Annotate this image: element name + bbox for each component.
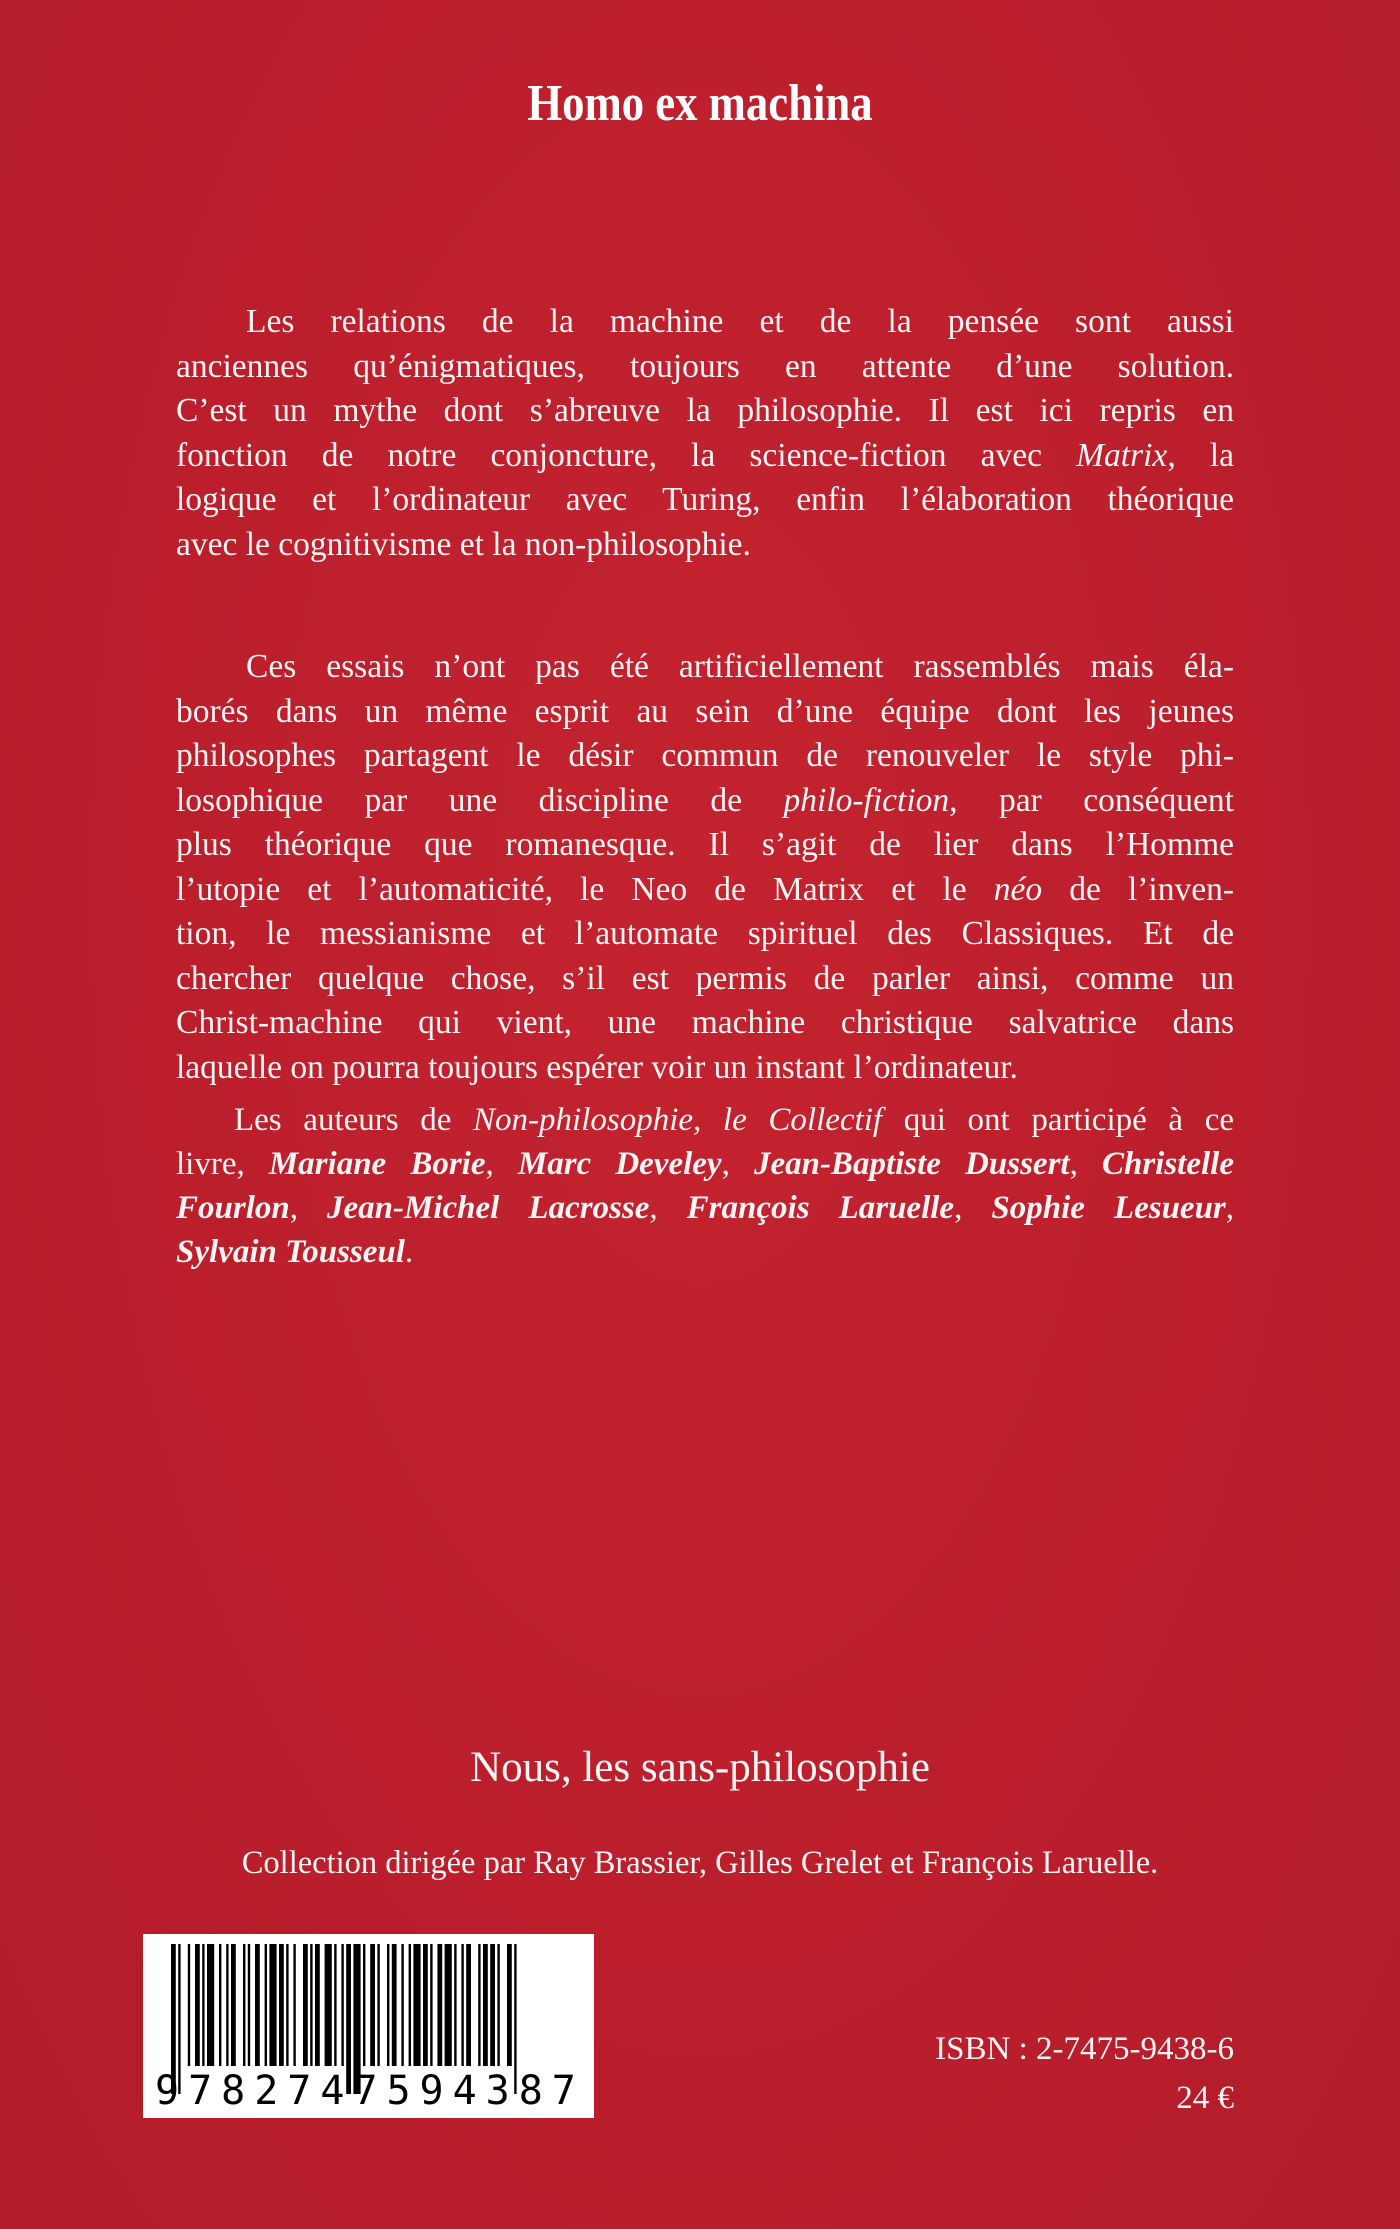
text-line: laquelle on pourra toujours espérer voir un instant l’ordinateur. [176, 1048, 1018, 1086]
barcode-bar [401, 1944, 403, 2066]
text-line: C’est un mythe dont s’abreuve la philosophie. Il est ici repris en [176, 392, 1234, 429]
barcode-digit: 8 [518, 2068, 543, 2114]
text-segment: livre, [176, 1146, 269, 1182]
barcode-digit: 9 [419, 2068, 444, 2114]
text-segment: Les auteurs de [234, 1102, 474, 1138]
collection-name: Nous, les sans-philosophie [470, 1744, 930, 1791]
barcode-bar [413, 1944, 420, 2066]
collection-directors: Collection dirigée par Ray Brassier, Gilles Grelet et François Laruelle. [241, 1845, 1159, 1881]
text-segment: , [289, 1190, 328, 1226]
book-title: Homo ex machina [527, 75, 873, 132]
text-line: borés dans un même esprit au sein d’une équipe dont les jeunes [176, 692, 1234, 730]
barcode-bar [466, 1944, 471, 2066]
text-segment: . [404, 1234, 414, 1270]
barcode-bar [325, 1944, 332, 2066]
barcode-bar [461, 1944, 463, 2066]
barcode-bar [377, 1944, 379, 2066]
text-segment: , [721, 1146, 754, 1182]
barcode-bar [231, 1944, 236, 2066]
barcode-bar [255, 1944, 260, 2066]
barcode-bar [370, 1944, 375, 2066]
italic-term-philo-fiction: philo-fiction [783, 781, 950, 819]
text-line [176, 434, 1234, 479]
barcode-bar [454, 1944, 456, 2066]
text-line: tion, le messianisme et l’automate spirituel des Classiques. Et de [176, 915, 1234, 952]
isbn-number: ISBN : 2-7475-9438-6 [935, 2031, 1234, 2067]
barcode-bar [430, 1944, 432, 2066]
barcode-bar [293, 1944, 295, 2066]
italic-term-neo: néo [993, 870, 1043, 908]
barcode-bar [286, 1944, 288, 2066]
barcode-digit: 7 [287, 2068, 312, 2114]
barcode-bar [490, 1944, 495, 2066]
text-segment: l’utopie et l’automaticité, le Neo de Matrix et le [176, 870, 994, 908]
barcode-bar [341, 1944, 343, 2066]
author-name: Christelle [1101, 1146, 1234, 1182]
text-line: plus théorique que romanesque. Il s’agit de lier dans l’Homme [176, 826, 1234, 863]
author-name: Sophie Lesueur [991, 1190, 1226, 1226]
barcode-bar [243, 1944, 245, 2066]
text-line [176, 300, 1234, 345]
barcode-bar [423, 1944, 428, 2066]
text-segment: , [649, 1190, 687, 1226]
barcode-digit: 2 [254, 2068, 279, 2114]
text-line [176, 645, 1234, 690]
author-name: Marc Develey [517, 1146, 722, 1182]
text-line: philosophes partagent le désir commun de renouveler le style phi- [176, 737, 1234, 774]
text-line [176, 1230, 1234, 1274]
barcode-bar [387, 1944, 389, 2066]
italic-title-matrix: Matrix [1076, 436, 1168, 474]
barcode-bar [265, 1944, 267, 2066]
blurb-paragraph-1 [176, 300, 1234, 567]
barcode-bar [437, 1944, 442, 2066]
author-name: Mariane Borie [268, 1146, 486, 1182]
text-segment: , par conséquent [949, 781, 1234, 819]
barcode-bar [445, 1944, 452, 2066]
barcode-digits [143, 2068, 594, 2114]
barcode-bar [219, 1944, 221, 2066]
barcode-digit: 9 [155, 2068, 180, 2114]
text-segment: qui ont participé à ce [882, 1102, 1234, 1138]
barcode-digit: 7 [188, 2068, 213, 2114]
text-line: logique et l’ordinateur avec Turing, enfin l’élaboration théorique [176, 481, 1234, 518]
barcode-bar [202, 1944, 204, 2066]
barcode-bar [226, 1944, 228, 2066]
barcode-bar [409, 1944, 411, 2066]
barcode-bar [315, 1944, 320, 2066]
author-name: Jean-Michel Lacrosse [327, 1190, 650, 1226]
barcode-bar [392, 1944, 397, 2066]
text-line: anciennes qu’énigmatiques, toujours en attente d’une solution. [176, 347, 1234, 385]
text-line: avec le cognitivisme et la non-philosophie. [176, 525, 751, 563]
barcode-bar [497, 1944, 499, 2066]
barcode-bar [507, 1944, 512, 2066]
barcode-digit: 7 [353, 2068, 378, 2114]
barcode-bar [303, 1944, 308, 2066]
barcode-bar [483, 1944, 488, 2066]
authors-paragraph [176, 1098, 1234, 1274]
barcode-digit: 7 [551, 2068, 576, 2114]
text-line [176, 868, 1234, 913]
text-segment: , la [1167, 436, 1234, 474]
price: 24 € [1176, 2080, 1234, 2116]
text-segment: , [485, 1146, 518, 1182]
author-name: François Laruelle [686, 1190, 955, 1226]
blurb-paragraph-2 [176, 645, 1234, 1090]
text-line: Christ-machine qui vient, une machine christique salvatrice dans [176, 1004, 1234, 1041]
text-segment: , [1069, 1146, 1102, 1182]
barcode-bar [334, 1944, 336, 2066]
barcode-digit: 4 [320, 2068, 345, 2114]
text-segment: , [1225, 1190, 1235, 1226]
barcode-bar [248, 1944, 250, 2066]
barcode-bar [269, 1944, 276, 2066]
barcode-digit: 4 [452, 2068, 477, 2114]
text-line-content: Les relations de la machine et de la pensée sont aussi [246, 303, 1234, 340]
text-line [176, 779, 1234, 824]
text-line: chercher quelque chose, s’il est permis de parler ainsi, comme un [176, 959, 1234, 997]
author-name: Sylvain Tousseul [176, 1234, 405, 1270]
barcode-digit: 3 [485, 2068, 510, 2114]
text-segment: fonction de notre conjoncture, la science-fiction avec [176, 436, 1077, 474]
text-line [176, 1142, 1234, 1186]
text-line-content: Ces essais n’ont pas été artificiellement rassemblés mais éla- [246, 648, 1234, 685]
barcode-bar [478, 1944, 480, 2066]
barcode-digit: 5 [386, 2068, 411, 2114]
barcode-bar [310, 1944, 312, 2066]
text-segment: de l’inven- [1042, 870, 1234, 908]
barcode-bar [195, 1944, 200, 2066]
text-line [176, 1098, 1234, 1142]
barcode-bar [188, 1944, 190, 2066]
author-name: Fourlon [176, 1190, 290, 1226]
italic-collective-title: Non-philosophie, le Collectif [473, 1102, 883, 1138]
barcode-bar [363, 1944, 365, 2066]
barcode-digit: 8 [221, 2068, 246, 2114]
barcode-bar [279, 1944, 284, 2066]
barcode [143, 1934, 594, 2118]
author-name: Jean-Baptiste Dussert [753, 1146, 1070, 1182]
text-segment: losophique par une discipline de [176, 781, 784, 819]
barcode-bar [207, 1944, 214, 2066]
text-segment: , [954, 1190, 992, 1226]
text-line [176, 1186, 1234, 1230]
